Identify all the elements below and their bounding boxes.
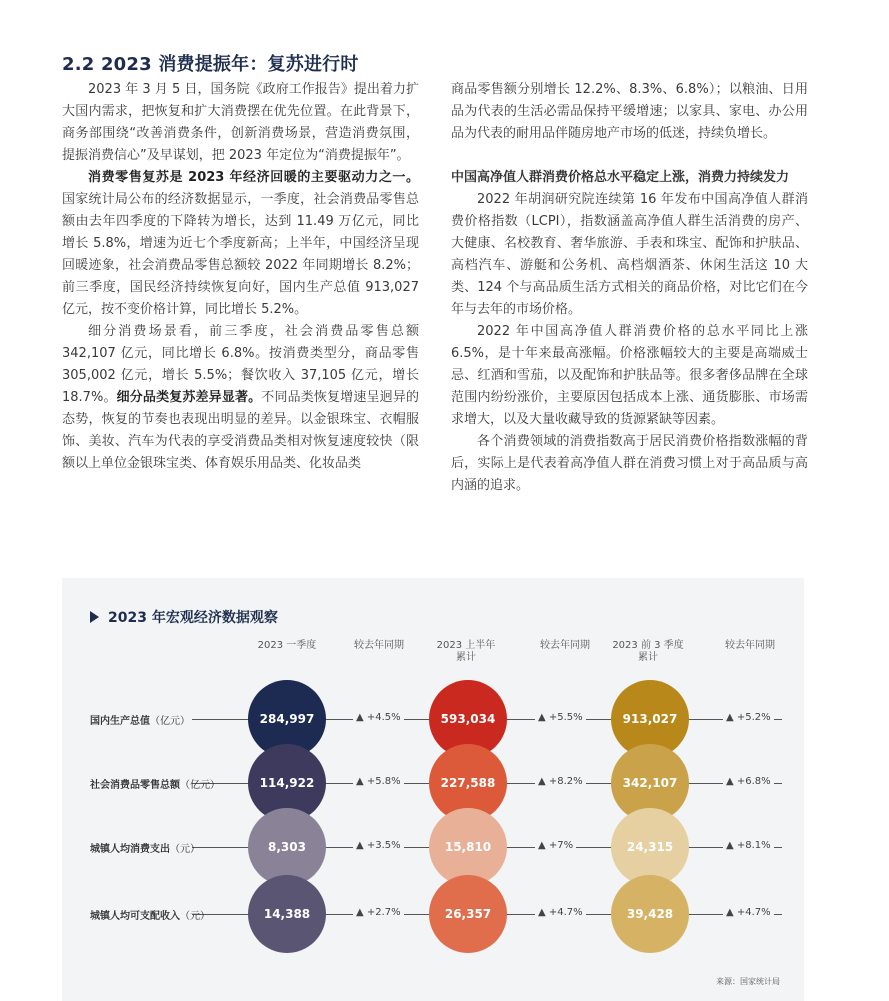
change-value-q3: ▲ +4.7% [723, 907, 774, 918]
paragraph [62, 167, 419, 321]
paragraph-text: 不同品类恢复增速呈迥异的态势，恢复的节奏也表现出明显的差异。以金银珠宝、衣帽服饰、美妆、汽车为代表的享受消费品类相对恢复速度较快（限额以上单位金银珠宝类、体育娱乐用品类、化妆品类 [62, 390, 419, 471]
bold-lead: 细分品类复苏差异显著。 [116, 390, 262, 405]
row-label-unit: （亿元） [180, 780, 220, 791]
change-value-q3: ▲ +5.2% [723, 712, 774, 723]
triangle-right-icon [90, 611, 99, 623]
bold-lead: 消费零售复苏是 2023 年经济回暖的主要驱动力之一。 [88, 170, 419, 185]
subheading: 中国高净值人群消费价格总水平稳定上涨，消费力持续发力 [451, 170, 790, 185]
change-value-h1: ▲ +7% [535, 840, 576, 851]
value-bubble-h1: 593,034 [429, 680, 507, 758]
colhead-q3-line2: 累计 [638, 652, 658, 663]
row-label [90, 840, 200, 855]
row-label-text: 城镇人均可支配收入 [90, 911, 180, 922]
colhead-h1-line1: 2023 上半年 [436, 640, 496, 651]
paragraph-text: 细分消费场景看，前三季度，社会消费品零售总额 342,107 亿元，同比增长 6.8%。按消费类型分，商品零售 305,002 亿元，增长 5.5%；餐饮收入 37,105 亿元，增长 18.7%。 [62, 324, 419, 405]
change-value-q3: ▲ +6.8% [723, 776, 774, 787]
panel-title-text: 2023 年宏观经济数据观察 [108, 610, 278, 626]
value-bubble-q3: 24,315 [611, 808, 689, 886]
row-label [90, 776, 220, 791]
value-bubble-h1: 15,810 [429, 808, 507, 886]
change-value-q1: ▲ +2.7% [353, 907, 404, 918]
value-bubble-q3: 342,107 [611, 744, 689, 822]
colhead-h1-change: 较去年同期 [540, 640, 590, 651]
row-label-text: 国内生产总值 [90, 716, 150, 727]
change-value-q3: ▲ +8.1% [723, 840, 774, 851]
change-value-q1: ▲ +5.8% [353, 776, 404, 787]
value-bubble-q1: 114,922 [248, 744, 326, 822]
colhead-q3-change: 较去年同期 [725, 640, 775, 651]
change-value-h1: ▲ +5.5% [535, 712, 586, 723]
value-bubble-h1: 227,588 [429, 744, 507, 822]
colhead-h1 [421, 640, 511, 664]
change-value-h1: ▲ +8.2% [535, 776, 586, 787]
paragraph: 2023 年 3 月 5 日，国务院《政府工作报告》提出着力扩大国内需求，把恢复和扩大消费摆在优先位置。在此背景下，商务部围绕“改善消费条件，创新消费场景，营造消费氛围，提振消费信心”及早谋划，把 2023 年定位为“消费提振年”。 [62, 82, 419, 163]
colhead-q1-change: 较去年同期 [354, 640, 404, 651]
change-value-q1: ▲ +3.5% [353, 840, 404, 851]
value-bubble-q3: 39,428 [611, 875, 689, 953]
value-bubble-q1: 8,303 [248, 808, 326, 886]
colhead-q3-line1: 2023 前 3 季度 [612, 640, 684, 651]
row-label-text: 城镇人均消费支出 [90, 844, 170, 855]
macro-data-panel [62, 578, 804, 1001]
row-label-unit: （元） [170, 844, 200, 855]
value-bubble-q3: 913,027 [611, 680, 689, 758]
row-label [90, 907, 210, 922]
row-label [90, 712, 190, 727]
paragraph-text: 国家统计局公布的经济数据显示，一季度，社会消费品零售总额由去年四季度的下降转为增长，达到 11.49 万亿元，同比增长 5.8%，增速为近七个季度新高；上半年，中国经济呈现回暖迹象，社会消费品零售总额较 2022 年同期增长 8.2%；前三季度，国民经济持续恢复向好，国内生产总值 913,027 亿元，按不变价格计算，同比增长 5.2%。 [62, 192, 419, 317]
row-label-unit: （亿元） [150, 716, 190, 727]
value-bubble-h1: 26,357 [429, 875, 507, 953]
paragraph: 2022 年中国高净值人群消费价格的总水平同比上涨 6.5%，是十年来最高涨幅。价格涨幅较大的主要是高端威士忌、红酒和雪茄，以及配饰和护肤品等。很多奢侈品牌在全球范围内纷纷涨价，主要原因包括成本上涨、通货膨胀、市场需求增大，以及大量收藏导致的货源紧缺等因素。 [451, 324, 808, 427]
section-heading: 2.2 2023 消费提振年：复苏进行时 [62, 54, 359, 75]
paragraph: 商品零售额分别增长 12.2%、8.3%、6.8%）；以粮油、日用品为代表的生活必需品保持平缓增速；以家具、家电、办公用品为代表的耐用品伴随房地产市场的低迷，持续负增长。 [451, 82, 808, 141]
left-text-column [62, 79, 419, 475]
paragraph: 2022 年胡润研究院连续第 16 年发布中国高净值人群消费价格指数（LCPI），指数涵盖高净值人群生活消费的房产、大健康、名校教育、奢华旅游、手表和珠宝、配饰和护肤品、高档汽车、游艇和公务机、高档烟酒茶、休闲生活这 10 大类、124 个与高品质生活方式相关的商品价格，对比它们在今年与去年的市场价格。 [451, 192, 808, 317]
colhead-h1-line2: 累计 [456, 652, 476, 663]
value-bubble-q1: 284,997 [248, 680, 326, 758]
change-value-q1: ▲ +4.5% [353, 712, 404, 723]
row-label-text: 社会消费品零售总额 [90, 780, 180, 791]
source-note: 来源：国家统计局 [716, 977, 780, 986]
paragraph [62, 321, 419, 475]
colhead-q1: 2023 一季度 [257, 640, 317, 651]
colhead-q3 [603, 640, 693, 664]
row-label-unit: （元） [180, 911, 210, 922]
right-text-column [451, 79, 808, 497]
panel-title [90, 607, 278, 627]
value-bubble-q1: 14,388 [248, 875, 326, 953]
change-value-h1: ▲ +4.7% [535, 907, 586, 918]
paragraph: 各个消费领域的消费指数高于居民消费价格指数涨幅的背后，实际上是代表着高净值人群在消费习惯上对于高品质与高内涵的追求。 [451, 434, 808, 493]
